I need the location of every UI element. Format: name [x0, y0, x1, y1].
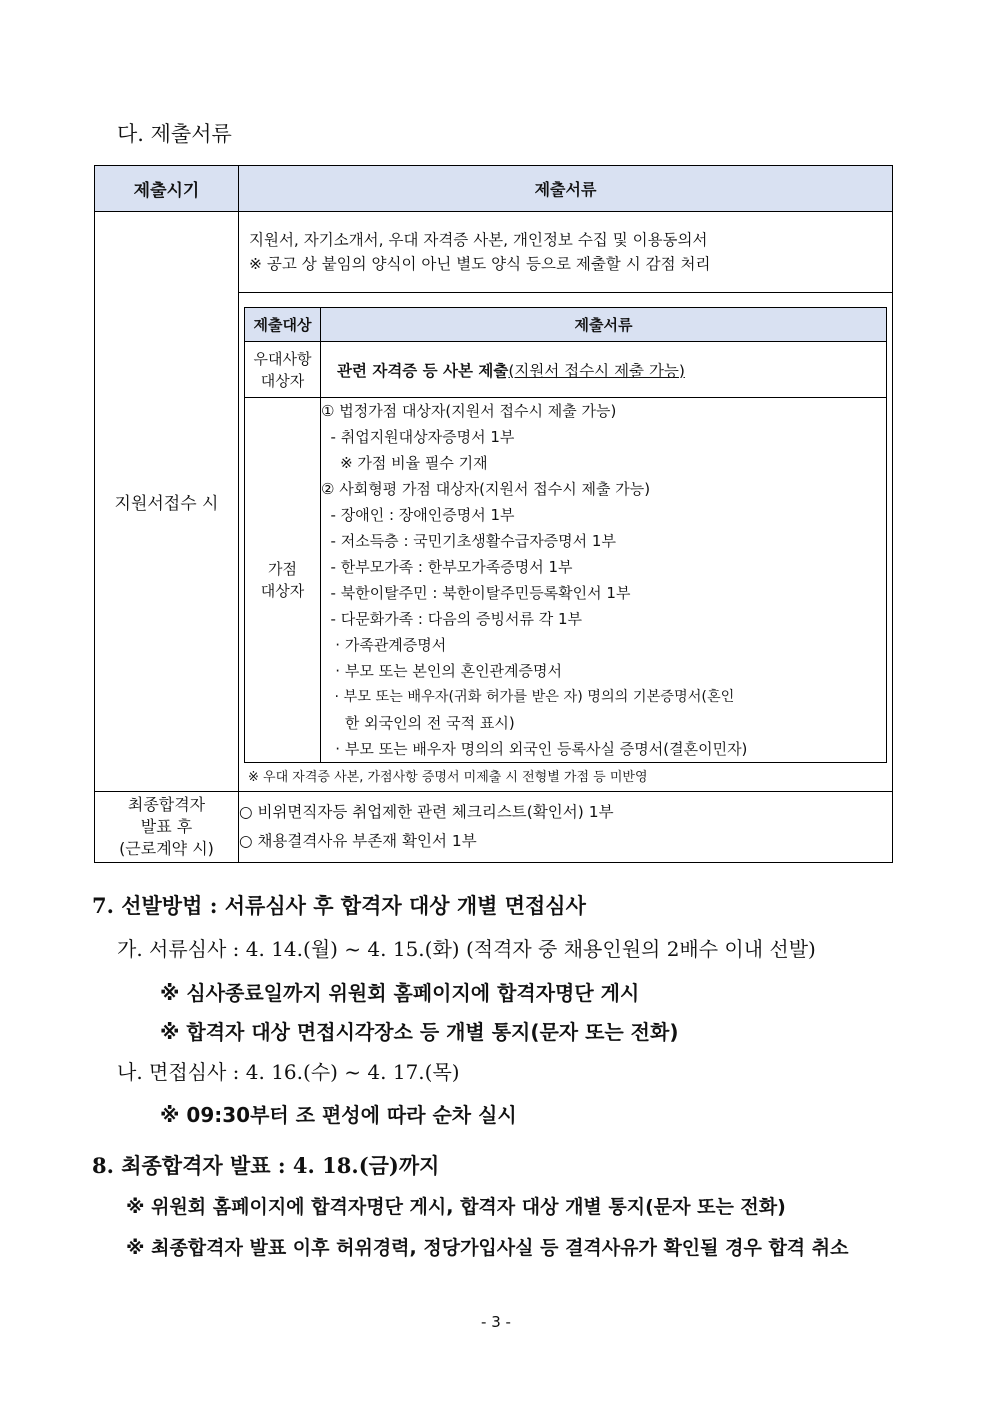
final-timing-line: 발표 후	[140, 817, 193, 836]
header-documents: 제출서류	[239, 166, 893, 212]
preferred-underline-text: (지원서 접수시 제출 가능)	[508, 361, 685, 380]
bonus-documents	[321, 398, 887, 763]
bonus-target-line: 가점	[268, 560, 297, 578]
final-documents	[239, 792, 893, 863]
final-timing	[95, 792, 239, 863]
intro-line: 지원서, 자기소개서, 우대 자격증 사본, 개인정보 수집 및 이용동의서	[249, 231, 708, 249]
bonus-target-line: 대상자	[260, 582, 305, 600]
doc-review-line: 가. 서류심사 : 4. 14.(월) ~ 4. 15.(화) (적격자 중 채용인원의 2배수 이내 선발)	[117, 937, 816, 961]
preferred-target-line: 대상자	[260, 371, 305, 390]
section-title: 다. 제출서류	[117, 122, 232, 146]
page-number: - 3 -	[481, 1313, 511, 1331]
bonus-line: · 부모 또는 본인의 혼인관계증명서	[321, 662, 563, 680]
interview-note: ※ 09:30부터 조 편성에 따라 순차 실시	[160, 1103, 517, 1127]
table-note: ※ 우대 자격증 사본, 가점사항 증명서 미제출 시 전형별 가점 등 미반영	[248, 770, 648, 785]
preferred-bold-text: 관련 자격증 등 사본 제출	[337, 361, 509, 380]
table-row	[95, 212, 893, 792]
selection-heading: 7. 선발방법 : 서류심사 후 합격자 대상 개별 면접심사	[92, 893, 586, 918]
final-item: ○ 채용결격사유 부존재 확인서 1부	[239, 832, 477, 850]
intro-block	[239, 212, 892, 292]
bonus-line: - 취업지원대상자증명서 1부	[321, 428, 515, 446]
bonus-target	[245, 398, 321, 763]
intro-note: ※ 공고 상 붙임의 양식이 아닌 별도 양식 등으로 제출할 시 감점 처리	[249, 255, 711, 273]
announcement-note: ※ 위원회 홈페이지에 합격자명단 게시, 합격자 대상 개별 통지(문자 또는 전화)	[126, 1196, 786, 1218]
final-timing-line: (근로계약 시)	[119, 839, 214, 858]
interview-line: 나. 면접심사 : 4. 16.(수) ~ 4. 17.(목)	[117, 1060, 460, 1084]
submission-table	[94, 165, 893, 863]
final-item: ○ 비위면직자등 취업제한 관련 체크리스트(확인서) 1부	[239, 803, 614, 821]
bonus-line: - 다문화가족 : 다음의 증빙서류 각 1부	[321, 610, 583, 628]
bonus-line: ※ 가점 비율 필수 기재	[321, 454, 488, 472]
bonus-line: - 북한이탈주민 : 북한이탈주민등록확인서 1부	[321, 584, 631, 602]
inner-table	[244, 307, 887, 763]
header-timing: 제출시기	[95, 166, 239, 212]
bonus-line: - 저소득층 : 국민기초생활수급자증명서 1부	[321, 532, 616, 550]
bonus-line: · 가족관계증명서	[321, 636, 447, 654]
announcement-note: ※ 최종합격자 발표 이후 허위경력, 정당가입사실 등 결격사유가 확인될 경우 합격 취소	[126, 1237, 849, 1259]
preferred-target-line: 우대사항	[253, 349, 312, 368]
bonus-line: ① 법정가점 대상자(지원서 접수시 제출 가능)	[321, 402, 617, 420]
table-row	[245, 398, 887, 763]
doc-review-note: ※ 합격자 대상 면접시각장소 등 개별 통지(문자 또는 전화)	[160, 1020, 679, 1044]
application-timing: 지원서접수 시	[95, 212, 239, 792]
preferred-target	[245, 342, 321, 398]
application-documents	[239, 212, 893, 792]
bonus-line: - 한부모가족 : 한부모가족증명서 1부	[321, 558, 573, 576]
bonus-line: · 부모 또는 배우자 명의의 외국인 등록사실 증명서(결혼이민자)	[321, 740, 748, 758]
bonus-line: 한 외국인의 전 국적 표시)	[321, 714, 515, 732]
doc-review-note: ※ 심사종료일까지 위원회 홈페이지에 합격자명단 게시	[160, 981, 640, 1005]
final-timing-line: 최종합격자	[127, 795, 206, 814]
inner-header-documents: 제출서류	[321, 308, 887, 342]
announcement-heading: 8. 최종합격자 발표 : 4. 18.(금)까지	[92, 1153, 440, 1178]
table-row	[245, 342, 887, 398]
bonus-line: - 장애인 : 장애인증명서 1부	[321, 506, 515, 524]
preferred-documents	[321, 342, 887, 398]
bonus-line: ② 사회형평 가점 대상자(지원서 접수시 제출 가능)	[321, 480, 651, 498]
table-row	[95, 792, 893, 863]
inner-header-target: 제출대상	[245, 308, 321, 342]
bonus-line: · 부모 또는 배우자(귀화 허가를 받은 자) 명의의 기본증명서(혼인	[321, 689, 735, 705]
table-header-row	[95, 166, 893, 212]
